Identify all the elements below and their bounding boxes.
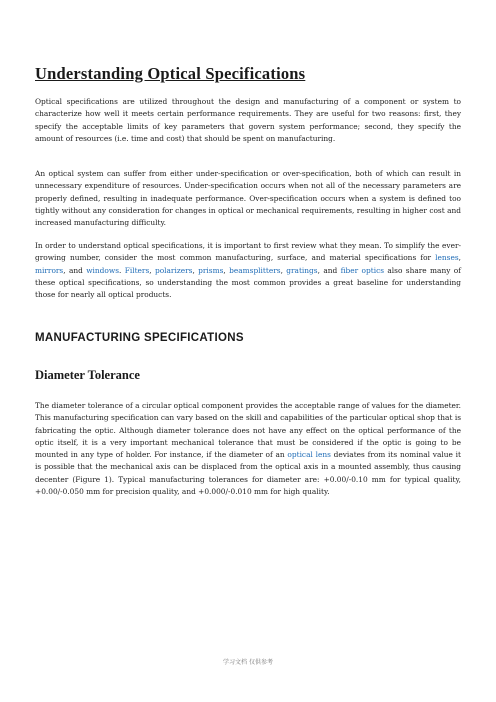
paragraph-text: also share many of these optical specifications, so understanding the most common provides a great baseline for understanding those for nearly all optical products. xyxy=(35,265,461,300)
specification-paragraph: An optical system can suffer from either under-specification or over-specification, both of which can result in unnecessary expenditure of resources. Under-specification occurs when not all of the necessary parameters are properly defined, resulting in inadequate performance. Over-specification occurs when a system is defined too tightly without any consideration for changes in optical or mechanical requirements, resulting in higher cost and increased manufacturing difficulty. xyxy=(35,169,461,228)
optical-lens-link[interactable]: optical lens xyxy=(287,450,331,460)
beamsplitters-link[interactable]: beamsplitters xyxy=(229,265,281,275)
diameter-tolerance-paragraph xyxy=(35,400,461,498)
separator: , xyxy=(192,265,199,275)
paragraph-text: deviates from its nominal value it is possible that the mechanical axis can be displaced from the optical axis in a mounted assembly, thus causing decenter (Figure 1). Typical manufacturing tolerances for diameter are: +0.00/-0.10 mm for typical quality, +0.00/-0.050 mm for precision quality, and +0.000/-0.010 mm for high quality. xyxy=(35,450,461,497)
filters-link[interactable]: Filters xyxy=(124,265,150,275)
prisms-link[interactable]: prisms xyxy=(198,265,224,275)
overview-paragraph xyxy=(35,240,461,301)
separator: , xyxy=(223,265,230,275)
fiber-optics-link[interactable]: fiber optics xyxy=(340,265,385,275)
page-title: Understanding Optical Specifications xyxy=(35,64,306,83)
separator: , and xyxy=(317,265,341,275)
separator: . xyxy=(118,265,125,275)
subsection-heading: Diameter Tolerance xyxy=(35,368,140,382)
lenses-link[interactable]: lenses xyxy=(435,253,459,263)
gratings-link[interactable]: gratings xyxy=(286,265,318,275)
separator: , and xyxy=(63,265,87,275)
windows-link[interactable]: windows xyxy=(86,265,119,275)
intro-paragraph: Optical specifications are utilized throughout the design and manufacturing of a component or system to characterize how well it meets certain performance requirements. They are useful for two reasons: first, they specify the acceptable limits of key parameters that govern system performance; second, they specify the amount of resources (i.e. time and cost) that should be spent on manufacturing. xyxy=(35,97,461,143)
paragraph-text: The diameter tolerance of a circular optical component provides the acceptable range of values for the diameter. This manufacturing specification can vary based on the skill and capabilities of the particular optical shop that is fabricating the optic. Although diameter tolerance does not have any effect on the optical performance of the optic itself, it is a very important mechanical tolerance that must be considered if the optic is going to be mounted in any type of holder. For instance, if the diameter of an xyxy=(35,401,461,460)
polarizers-link[interactable]: polarizers xyxy=(154,265,193,275)
separator: , xyxy=(458,253,461,263)
paragraph-text: In order to understand optical specifications, it is important to first review what they mean. To simplify the ever-growing number, consider the most common manufacturing, surface, and material specifications for xyxy=(35,241,461,263)
separator: , xyxy=(149,265,155,275)
page-footer: 学习文档 仅供参考 xyxy=(223,659,273,666)
separator: , xyxy=(280,265,287,275)
mirrors-link[interactable]: mirrors xyxy=(35,265,64,275)
section-heading: MANUFACTURING SPECIFICATIONS xyxy=(35,332,244,344)
